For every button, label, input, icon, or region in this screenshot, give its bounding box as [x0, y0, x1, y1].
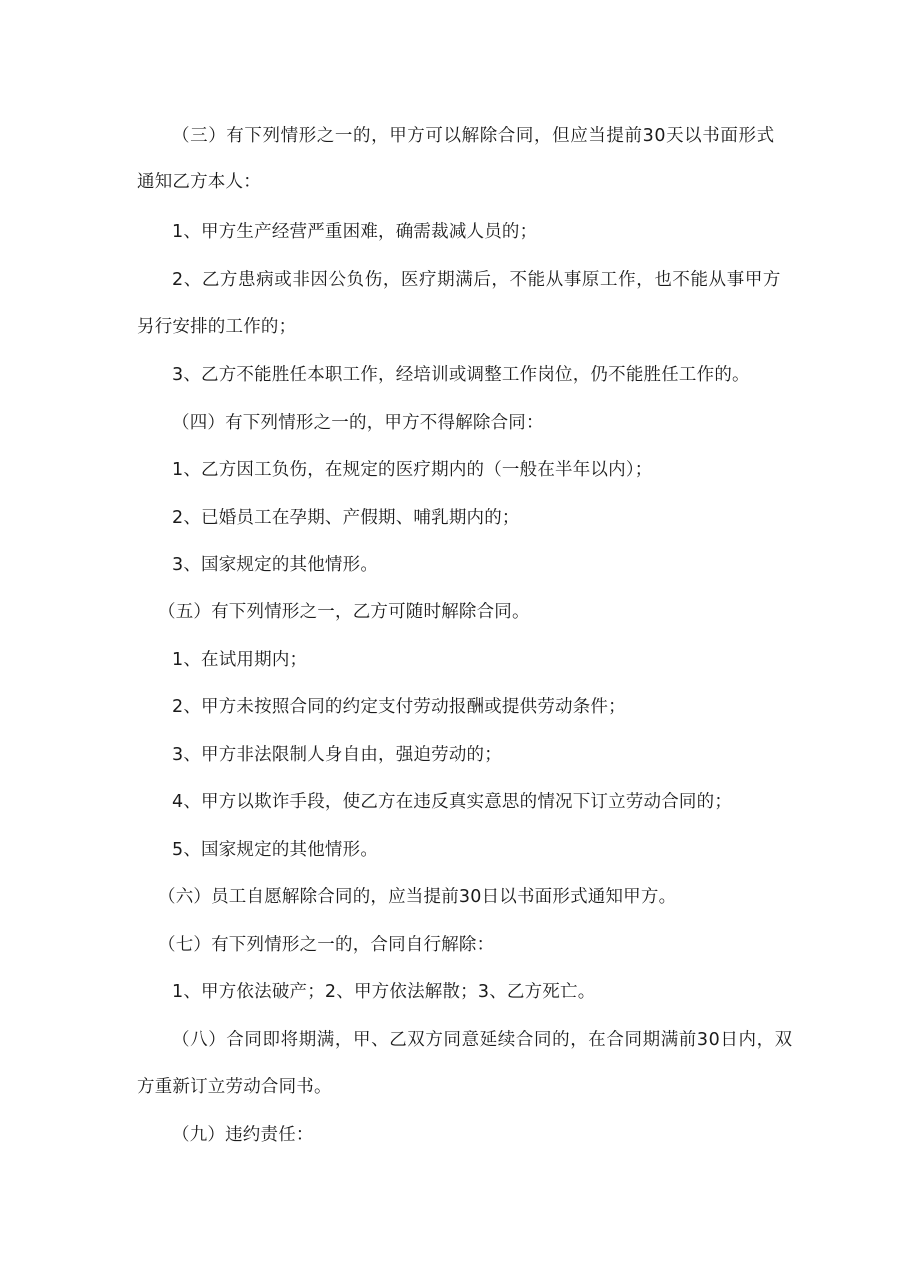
paragraph-4-item-1: 1、乙方因工负伤，在规定的医疗期内的（一般在半年以内）； — [172, 460, 653, 480]
paragraph-3-item-2-line-2: 另行安排的工作的； — [137, 317, 297, 337]
paragraph-4-item-3: 3、国家规定的其他情形。 — [172, 555, 379, 575]
paragraph-5-item-4: 4、甲方以欺诈手段，使乙方在违反真实意思的情况下订立劳动合同的； — [172, 792, 733, 812]
paragraph-6: （六）员工自愿解除合同的，应当提前30日以书面形式通知甲方。 — [158, 887, 677, 907]
paragraph-3-item-2-line-1: 2、乙方患病或非因公负伤，医疗期满后，不能从事原工作，也不能从事甲方 — [172, 270, 782, 290]
paragraph-9: （九）违约责任： — [172, 1125, 314, 1145]
paragraph-7-item-1: 1、甲方依法破产；2、甲方依法解散；3、乙方死亡。 — [172, 982, 596, 1002]
paragraph-3-line-2: 通知乙方本人： — [137, 172, 261, 192]
paragraph-3-item-1: 1、甲方生产经营严重困难，确需裁减人员的； — [172, 222, 538, 242]
paragraph-5-item-3: 3、甲方非法限制人身自由，强迫劳动的； — [172, 745, 502, 765]
paragraph-7: （七）有下列情形之一的，合同自行解除： — [158, 935, 495, 955]
paragraph-5-item-1: 1、在试用期内； — [172, 650, 308, 670]
paragraph-8-line-2: 方重新订立劳动合同书。 — [137, 1077, 332, 1097]
paragraph-5: （五）有下列情形之一，乙方可随时解除合同。 — [158, 602, 530, 622]
paragraph-5-item-2: 2、甲方未按照合同的约定支付劳动报酬或提供劳动条件； — [172, 697, 626, 717]
paragraph-5-item-5: 5、国家规定的其他情形。 — [172, 840, 379, 860]
paragraph-3-line-1: （三）有下列情形之一的，甲方可以解除合同，但应当提前30天以书面形式 — [172, 126, 775, 146]
paragraph-8-line-1: （八）合同即将期满，甲、乙双方同意延续合同的，在合同期满前30日内，双 — [172, 1030, 793, 1050]
paragraph-3-item-3: 3、乙方不能胜任本职工作，经培训或调整工作岗位，仍不能胜任工作的。 — [172, 365, 750, 385]
paragraph-4-item-2: 2、已婚员工在孕期、产假期、哺乳期内的； — [172, 508, 520, 528]
paragraph-4: （四）有下列情形之一的，甲方不得解除合同： — [172, 413, 544, 433]
